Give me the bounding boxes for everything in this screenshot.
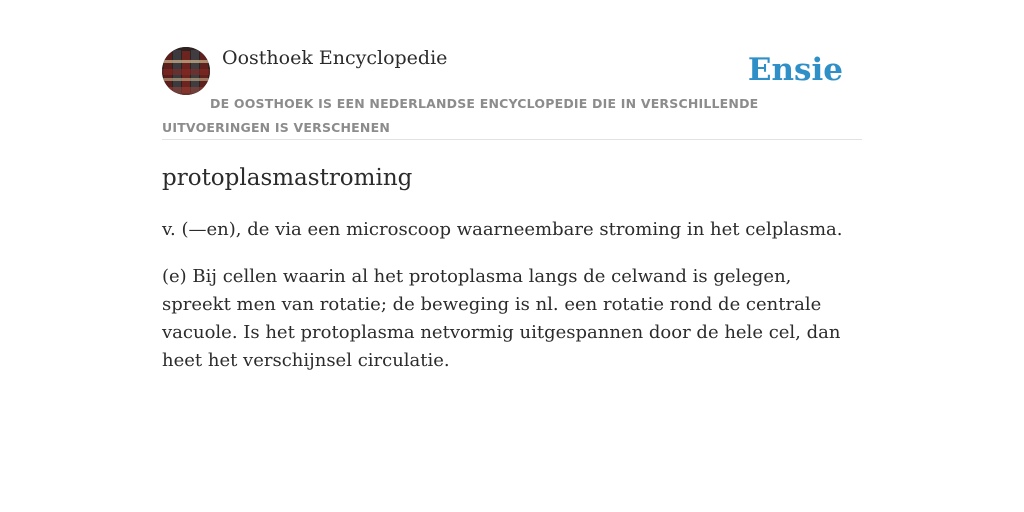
book-spines-icon [162,47,210,95]
source-tagline: DE OOSTHOEK IS EEN NEDERLANDSE ENCYCLOPEDIE DIE IN VERSCHILLENDE UITVOERINGEN IS VERSCHENEN [162,96,759,135]
source-avatar[interactable] [162,47,210,95]
article [162,160,862,375]
article-paragraph: (e) Bij cellen waarin al het protoplasma langs de celwand is gelegen, spreekt men van rotatie; de beweging is nl. een rotatie rond de centrale vacuole. Is het protoplasma netvormig uitgespannen door de hele cel, dan heet het verschijnsel circulatie. [162,266,841,371]
source-title[interactable]: Oosthoek Encyclopedie [222,47,448,69]
article-paragraph: v. (—en), de via een microscoop waarneembare stroming in het celplasma. [162,219,843,240]
source-header [162,46,862,140]
article-headword: protoplasmastroming [162,165,413,191]
brand-logo[interactable]: Ensie [747,52,843,88]
